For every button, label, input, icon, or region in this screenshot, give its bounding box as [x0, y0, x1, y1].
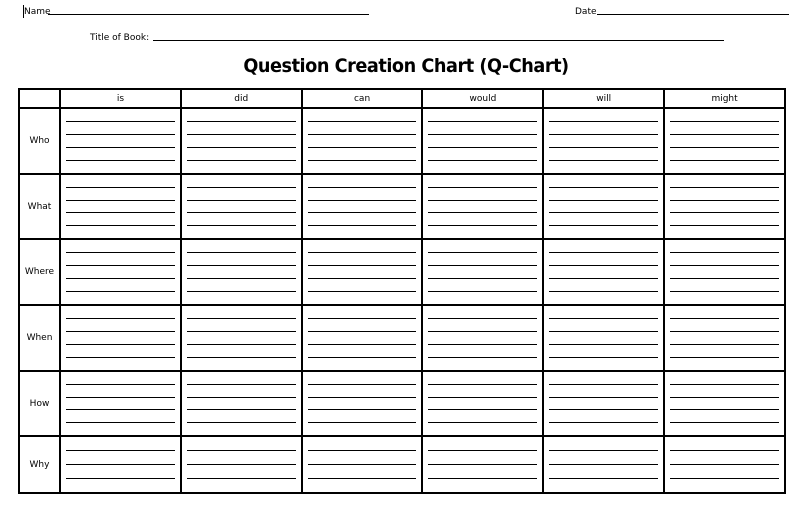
writing-lines	[187, 372, 296, 436]
writing-line	[66, 397, 175, 398]
writing-lines	[187, 109, 296, 173]
writing-line	[308, 225, 417, 226]
writing-line	[428, 384, 537, 385]
writing-line	[670, 409, 779, 410]
writing-line	[549, 384, 658, 385]
writing-line	[187, 450, 296, 451]
writing-line	[670, 422, 779, 423]
writing-line	[428, 252, 537, 253]
writing-line	[187, 331, 296, 332]
answer-cell[interactable]	[422, 108, 543, 174]
column-header-might: might	[664, 89, 785, 108]
writing-line	[66, 278, 175, 279]
writing-line	[308, 291, 417, 292]
writing-line	[549, 291, 658, 292]
date-label: Date	[575, 7, 597, 17]
writing-line	[670, 225, 779, 226]
writing-line	[66, 212, 175, 213]
title-of-book-field[interactable]	[153, 40, 724, 41]
writing-line	[549, 409, 658, 410]
writing-line	[549, 397, 658, 398]
writing-line	[428, 121, 537, 122]
writing-line	[549, 225, 658, 226]
writing-line	[66, 450, 175, 451]
writing-line	[670, 450, 779, 451]
writing-lines	[428, 372, 537, 436]
writing-lines	[670, 240, 779, 304]
writing-line	[308, 134, 417, 135]
column-header-will: will	[543, 89, 664, 108]
writing-lines	[670, 306, 779, 370]
page-title: Question Creation Chart (Q-Chart)	[243, 55, 569, 77]
writing-line	[549, 450, 658, 451]
writing-lines	[670, 175, 779, 239]
writing-lines	[187, 306, 296, 370]
writing-lines	[428, 175, 537, 239]
answer-cell[interactable]	[60, 108, 181, 174]
writing-line	[670, 278, 779, 279]
column-header-can: can	[302, 89, 423, 108]
writing-line	[549, 134, 658, 135]
writing-line	[66, 160, 175, 161]
writing-line	[187, 278, 296, 279]
answer-cell[interactable]	[302, 371, 423, 437]
writing-line	[308, 187, 417, 188]
writing-line	[549, 422, 658, 423]
writing-lines	[549, 240, 658, 304]
table-row	[19, 371, 785, 437]
writing-line	[428, 397, 537, 398]
writing-line	[187, 478, 296, 479]
row-header-why: Why	[19, 436, 60, 493]
writing-line	[428, 291, 537, 292]
corner-cell	[19, 89, 60, 108]
answer-cell[interactable]	[543, 436, 664, 493]
writing-lines	[66, 240, 175, 304]
writing-lines	[308, 437, 417, 492]
row-header-who: Who	[19, 108, 60, 174]
writing-line	[670, 252, 779, 253]
writing-line	[549, 121, 658, 122]
writing-line	[66, 344, 175, 345]
answer-cell[interactable]	[543, 239, 664, 305]
writing-line	[670, 212, 779, 213]
writing-line	[66, 291, 175, 292]
writing-line	[428, 225, 537, 226]
name-label: Name	[24, 7, 51, 17]
writing-line	[670, 464, 779, 465]
writing-line	[187, 291, 296, 292]
answer-cell[interactable]	[302, 239, 423, 305]
writing-line	[308, 397, 417, 398]
answer-cell[interactable]	[181, 371, 302, 437]
writing-line	[428, 357, 537, 358]
answer-cell[interactable]	[664, 305, 785, 371]
writing-line	[428, 422, 537, 423]
writing-line	[66, 200, 175, 201]
row-header-where: Where	[19, 239, 60, 305]
writing-line	[428, 212, 537, 213]
writing-line	[670, 357, 779, 358]
writing-line	[428, 160, 537, 161]
writing-lines	[308, 306, 417, 370]
answer-cell[interactable]	[181, 436, 302, 493]
writing-line	[428, 318, 537, 319]
answer-cell[interactable]	[181, 108, 302, 174]
writing-line	[670, 318, 779, 319]
writing-line	[66, 357, 175, 358]
writing-lines	[428, 306, 537, 370]
writing-line	[549, 265, 658, 266]
writing-line	[308, 344, 417, 345]
writing-line	[187, 121, 296, 122]
writing-line	[187, 397, 296, 398]
writing-lines	[670, 109, 779, 173]
answer-cell[interactable]	[422, 174, 543, 240]
writing-line	[549, 252, 658, 253]
writing-line	[308, 252, 417, 253]
writing-line	[187, 422, 296, 423]
writing-line	[549, 478, 658, 479]
column-header-would: would	[422, 89, 543, 108]
writing-line	[549, 344, 658, 345]
answer-cell[interactable]	[60, 436, 181, 493]
writing-line	[66, 478, 175, 479]
table-row	[19, 174, 785, 240]
writing-line	[428, 450, 537, 451]
writing-line	[308, 450, 417, 451]
writing-lines	[187, 240, 296, 304]
writing-line	[187, 160, 296, 161]
writing-line	[66, 318, 175, 319]
writing-line	[308, 278, 417, 279]
writing-lines	[549, 306, 658, 370]
row-header-what: What	[19, 174, 60, 240]
writing-line	[187, 147, 296, 148]
writing-lines	[670, 437, 779, 492]
writing-line	[549, 318, 658, 319]
writing-line	[428, 344, 537, 345]
writing-line	[549, 200, 658, 201]
header-row	[19, 89, 785, 108]
writing-lines	[66, 175, 175, 239]
writing-lines	[670, 372, 779, 436]
answer-cell[interactable]	[181, 174, 302, 240]
writing-line	[428, 187, 537, 188]
writing-line	[549, 212, 658, 213]
writing-lines	[66, 306, 175, 370]
writing-line	[187, 252, 296, 253]
answer-cell[interactable]	[664, 436, 785, 493]
table-row	[19, 436, 785, 493]
writing-lines	[549, 175, 658, 239]
writing-line	[308, 464, 417, 465]
writing-line	[66, 225, 175, 226]
writing-line	[549, 160, 658, 161]
writing-lines	[66, 437, 175, 492]
writing-line	[670, 478, 779, 479]
writing-line	[670, 134, 779, 135]
writing-line	[308, 265, 417, 266]
answer-cell[interactable]	[543, 305, 664, 371]
answer-cell[interactable]	[302, 108, 423, 174]
writing-lines	[308, 372, 417, 436]
writing-lines	[549, 372, 658, 436]
writing-line	[670, 121, 779, 122]
writing-line	[428, 134, 537, 135]
writing-line	[670, 291, 779, 292]
name-field[interactable]	[48, 14, 369, 15]
writing-lines	[549, 437, 658, 492]
row-header-when: When	[19, 305, 60, 371]
writing-line	[308, 318, 417, 319]
writing-line	[308, 422, 417, 423]
writing-line	[187, 212, 296, 213]
writing-line	[187, 464, 296, 465]
answer-cell[interactable]	[422, 371, 543, 437]
writing-line	[308, 331, 417, 332]
answer-cell[interactable]	[60, 174, 181, 240]
writing-line	[187, 225, 296, 226]
writing-line	[187, 200, 296, 201]
writing-line	[308, 160, 417, 161]
writing-line	[66, 187, 175, 188]
answer-cell[interactable]	[422, 239, 543, 305]
writing-line	[66, 147, 175, 148]
answer-cell[interactable]	[302, 174, 423, 240]
writing-line	[428, 265, 537, 266]
writing-line	[187, 187, 296, 188]
writing-line	[308, 357, 417, 358]
writing-line	[670, 147, 779, 148]
answer-cell[interactable]	[543, 371, 664, 437]
writing-line	[187, 318, 296, 319]
writing-line	[670, 344, 779, 345]
writing-line	[308, 147, 417, 148]
writing-lines	[308, 109, 417, 173]
writing-lines	[428, 240, 537, 304]
answer-cell[interactable]	[543, 108, 664, 174]
answer-cell[interactable]	[302, 436, 423, 493]
writing-line	[549, 187, 658, 188]
date-field[interactable]	[597, 14, 789, 15]
writing-line	[308, 212, 417, 213]
writing-line	[428, 278, 537, 279]
answer-cell[interactable]	[543, 174, 664, 240]
answer-cell[interactable]	[60, 305, 181, 371]
writing-line	[187, 384, 296, 385]
writing-line	[670, 265, 779, 266]
writing-line	[308, 121, 417, 122]
writing-lines	[66, 372, 175, 436]
writing-line	[66, 409, 175, 410]
writing-lines	[66, 109, 175, 173]
answer-cell[interactable]	[664, 174, 785, 240]
writing-line	[549, 278, 658, 279]
answer-cell[interactable]	[181, 239, 302, 305]
answer-cell[interactable]	[664, 239, 785, 305]
answer-cell[interactable]	[302, 305, 423, 371]
writing-line	[187, 357, 296, 358]
writing-line	[428, 464, 537, 465]
answer-cell[interactable]	[60, 239, 181, 305]
answer-cell[interactable]	[422, 305, 543, 371]
writing-line	[66, 252, 175, 253]
writing-line	[66, 121, 175, 122]
answer-cell[interactable]	[664, 371, 785, 437]
writing-line	[428, 331, 537, 332]
writing-line	[66, 134, 175, 135]
writing-lines	[187, 175, 296, 239]
writing-lines	[549, 109, 658, 173]
writing-lines	[428, 109, 537, 173]
writing-lines	[428, 437, 537, 492]
column-header-is: is	[60, 89, 181, 108]
writing-line	[428, 200, 537, 201]
writing-line	[308, 200, 417, 201]
table-row	[19, 239, 785, 305]
writing-line	[308, 409, 417, 410]
writing-line	[549, 464, 658, 465]
writing-line	[670, 397, 779, 398]
writing-lines	[308, 240, 417, 304]
writing-line	[670, 331, 779, 332]
writing-line	[187, 409, 296, 410]
writing-line	[549, 147, 658, 148]
writing-line	[308, 478, 417, 479]
table-row	[19, 108, 785, 174]
writing-line	[187, 265, 296, 266]
writing-lines	[187, 437, 296, 492]
writing-line	[66, 331, 175, 332]
writing-line	[308, 384, 417, 385]
writing-line	[187, 134, 296, 135]
writing-line	[670, 200, 779, 201]
title-of-book-label: Title of Book:	[90, 33, 150, 43]
answer-cell[interactable]	[664, 108, 785, 174]
row-header-how: How	[19, 371, 60, 437]
answer-cell[interactable]	[422, 436, 543, 493]
q-chart-table	[18, 88, 786, 494]
writing-line	[670, 384, 779, 385]
answer-cell[interactable]	[181, 305, 302, 371]
writing-line	[428, 478, 537, 479]
writing-line	[66, 265, 175, 266]
writing-line	[428, 409, 537, 410]
writing-line	[66, 464, 175, 465]
writing-lines	[308, 175, 417, 239]
column-header-did: did	[181, 89, 302, 108]
writing-line	[549, 357, 658, 358]
writing-line	[66, 422, 175, 423]
writing-line	[670, 187, 779, 188]
writing-line	[549, 331, 658, 332]
writing-line	[428, 147, 537, 148]
table-row	[19, 305, 785, 371]
writing-line	[187, 344, 296, 345]
writing-line	[670, 160, 779, 161]
writing-line	[66, 384, 175, 385]
answer-cell[interactable]	[60, 371, 181, 437]
